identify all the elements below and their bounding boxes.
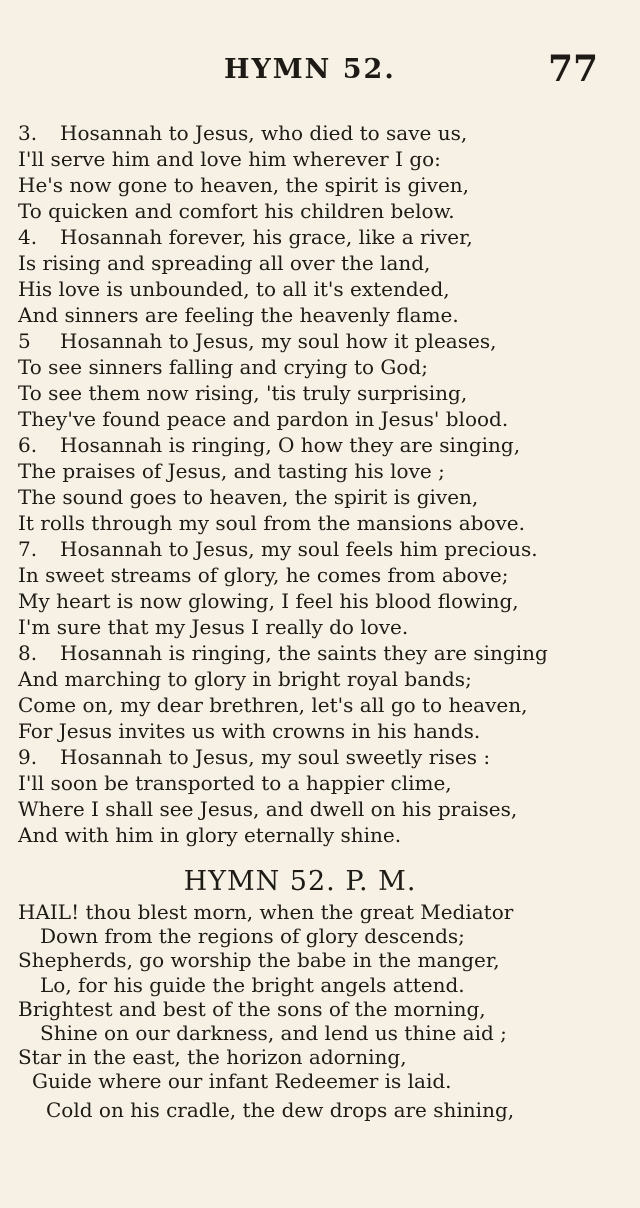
verse-text: Hosannah is ringing, the saints they are singing bbox=[60, 641, 548, 665]
verse-line: I'll serve him and love him wherever I go: bbox=[18, 147, 441, 171]
verse-line bbox=[18, 224, 618, 250]
verse-line: Lo, for his guide the bright angels attend. bbox=[40, 972, 465, 997]
verse-text: Hosannah to Jesus, my soul feels him precious. bbox=[60, 537, 538, 561]
stanza-7 bbox=[18, 536, 618, 640]
verse-line: They've found peace and pardon in Jesus' blood. bbox=[18, 407, 509, 431]
page-number: 77 bbox=[548, 48, 599, 90]
stanza-number: 9. bbox=[18, 745, 38, 769]
verse-text: Hosannah forever, his grace, like a river, bbox=[60, 225, 473, 249]
verse-line: And with him in glory eternally shine. bbox=[18, 823, 402, 847]
stanza-9 bbox=[18, 744, 618, 848]
verse-line bbox=[18, 328, 618, 354]
stanza-number: 6. bbox=[18, 433, 38, 457]
verse-line: Where I shall see Jesus, and dwell on his praises, bbox=[18, 797, 518, 821]
verse-line: Shepherds, go worship the babe in the manger, bbox=[18, 948, 500, 973]
verse-line: To see sinners falling and crying to God; bbox=[18, 355, 428, 379]
verse-line: My heart is now glowing, I feel his blood flowing, bbox=[18, 589, 519, 613]
verse-line: Cold on his cradle, the dew drops are shining, bbox=[46, 1097, 515, 1122]
verse-line: The sound goes to heaven, the spirit is given, bbox=[18, 485, 479, 509]
verse-line: I'll soon be transported to a happier clime, bbox=[18, 771, 452, 795]
verse-line: HAIL! thou blest morn, when the great Mediator bbox=[18, 900, 514, 924]
verse-line: Down from the regions of glory descends; bbox=[40, 924, 465, 949]
hymn-verses bbox=[18, 120, 618, 848]
verse-line: To quicken and comfort his children below. bbox=[18, 199, 455, 223]
stanza-8 bbox=[18, 640, 618, 744]
stanza-3 bbox=[18, 120, 618, 224]
hymn-title: HYMN 52. P. M. bbox=[183, 866, 417, 897]
stanza-4 bbox=[18, 224, 618, 328]
verse-line: It rolls through my soul from the mansions above. bbox=[18, 511, 525, 535]
verse-line: I'm sure that my Jesus I really do love. bbox=[18, 615, 409, 639]
verse-line: Star in the east, the horizon adorning, bbox=[18, 1045, 407, 1070]
verse-text: Hosannah to Jesus, my soul sweetly rises : bbox=[60, 745, 491, 769]
verse-line: He's now gone to heaven, the spirit is given, bbox=[18, 173, 470, 197]
stanza-6 bbox=[18, 432, 618, 536]
verse-line bbox=[18, 120, 618, 146]
verse-line: Is rising and spreading all over the land, bbox=[18, 251, 431, 275]
verse-line: For Jesus invites us with crowns in his hands. bbox=[18, 719, 481, 743]
verse-line: To see them now rising, 'tis truly surprising, bbox=[18, 381, 468, 405]
stanza-number: 7. bbox=[18, 537, 38, 561]
running-title: HYMN 52. bbox=[224, 54, 396, 85]
verse-line bbox=[18, 432, 618, 458]
verse-line bbox=[18, 536, 618, 562]
verse-line bbox=[18, 744, 618, 770]
verse-line: In sweet streams of glory, he comes from above; bbox=[18, 563, 509, 587]
stanza-number: 8. bbox=[18, 641, 38, 665]
verse-line: The praises of Jesus, and tasting his love ; bbox=[18, 459, 445, 483]
stanza-number: 3. bbox=[18, 121, 38, 145]
verse-line: And sinners are feeling the heavenly flame. bbox=[18, 303, 459, 327]
stanza-number: 5 bbox=[18, 329, 31, 353]
verse-line bbox=[18, 640, 618, 666]
verse-line: Guide where our infant Redeemer is laid. bbox=[32, 1069, 452, 1094]
verse-text: Hosannah is ringing, O how they are singing, bbox=[60, 433, 521, 457]
verse-line: Come on, my dear brethren, let's all go to heaven, bbox=[18, 693, 528, 717]
verse-line: Brightest and best of the sons of the morning, bbox=[18, 996, 486, 1021]
stanza-number: 4. bbox=[18, 225, 38, 249]
verse-line: Shine on our darkness, and lend us thine aid ; bbox=[40, 1020, 507, 1045]
verse-text: Hosannah to Jesus, who died to save us, bbox=[60, 121, 468, 145]
page-header bbox=[0, 48, 640, 92]
hymn-52-pm-verses bbox=[18, 900, 628, 1122]
verse-line: And marching to glory in bright royal bands; bbox=[18, 667, 472, 691]
verse-line: His love is unbounded, to all it's extended, bbox=[18, 277, 450, 301]
verse-text: Hosannah to Jesus, my soul how it pleases, bbox=[60, 329, 497, 353]
stanza-5 bbox=[18, 328, 618, 432]
